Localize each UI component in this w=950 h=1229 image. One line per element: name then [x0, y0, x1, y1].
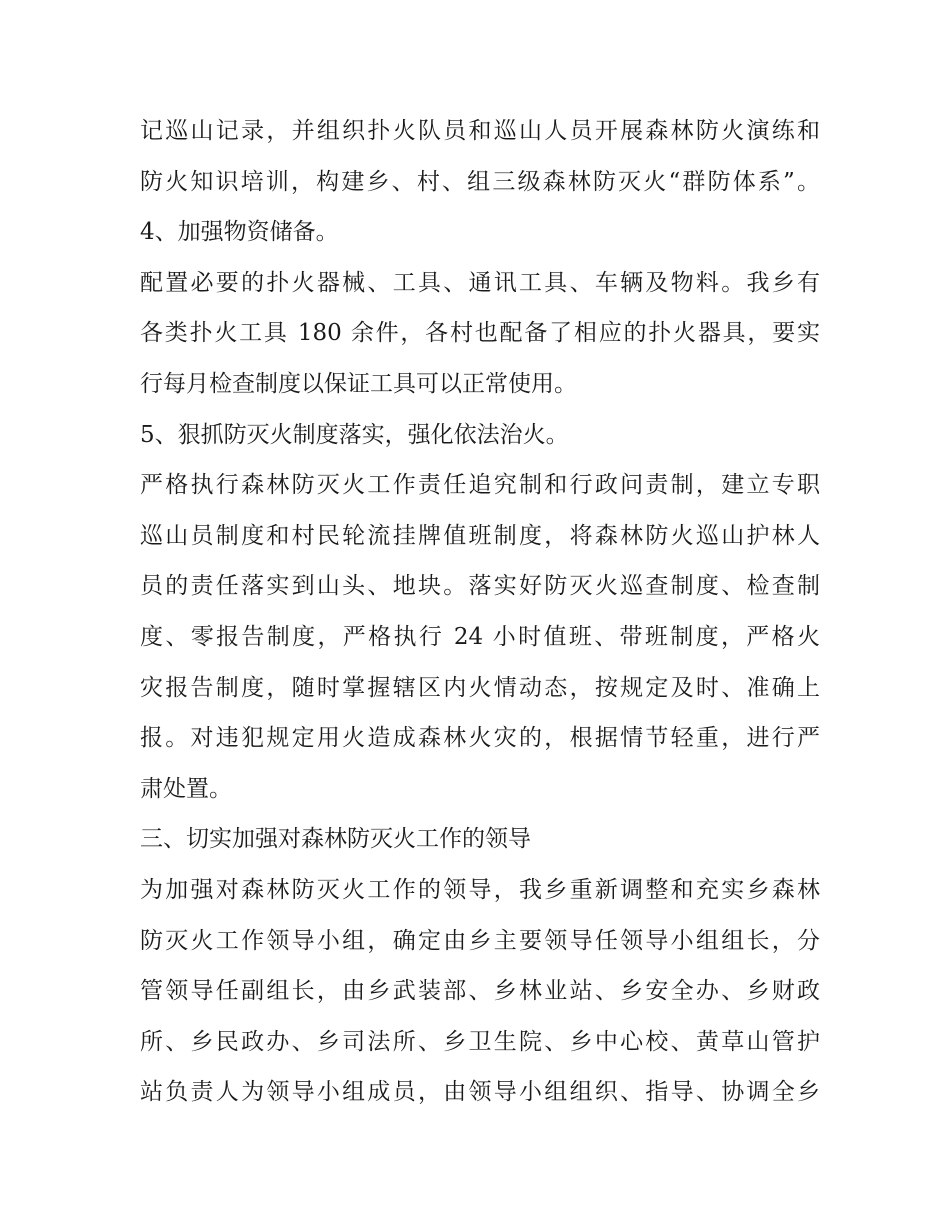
text-line-19: 所、乡民政办、乡司法所、乡卫生院、乡中心校、黄草山管护 [140, 1028, 820, 1055]
text-line-17: 防灭火工作领导小组，确定由乡主要领导任领导小组组长，分 [140, 927, 820, 954]
text-line-1: 记巡山记录，并组织扑火队员和巡山人员开展森林防火演练和 [140, 118, 820, 144]
text-line-9: 巡山员制度和村民轮流挂牌值班制度，将森林防火巡山护林人 [140, 522, 820, 549]
text-line-20: 站负责人为领导小组成员，由领导小组组织、指导、协调全乡 [140, 1079, 820, 1106]
text-line-11: 度、零报告制度，严格执行 24 小时值班、带班制度，严格火 [140, 623, 820, 650]
text-line-16: 为加强对森林防灭火工作的领导，我乡重新调整和充实乡森林 [140, 876, 820, 903]
section-heading-5: 5、狠抓防灭火制度落实，强化依法治火。 [140, 421, 569, 448]
text-line-5: 各类扑火工具 180 余件，各村也配备了相应的扑火器具，要实 [140, 320, 820, 347]
text-line-14: 肃处置。 [140, 775, 232, 802]
text-line-4: 配置必要的扑火器械、工具、通讯工具、车辆及物料。我乡有 [140, 269, 820, 296]
text-line-8: 严格执行森林防灭火工作责任追究制和行政问责制，建立专职 [140, 472, 820, 499]
text-line-10: 员的责任落实到山头、地块。落实好防灭火巡查制度、检查制 [140, 573, 820, 600]
text-line-13: 报。对违犯规定用火造成森林火灾的，根据情节轻重，进行严 [140, 725, 820, 752]
text-line-2: 防火知识培训，构建乡、村、组三级森林防灭火“群防体系”。 [140, 168, 820, 195]
document-body [140, 106, 820, 1118]
text-line-12: 灾报告制度，随时掌握辖区内火情动态，按规定及时、准确上 [140, 674, 820, 701]
text-line-18: 管领导任副组长，由乡武装部、乡林业站、乡安全办、乡财政 [140, 978, 820, 1005]
section-heading-three: 三、切实加强对森林防灭火工作的领导 [140, 826, 531, 853]
text-line-6: 行每月检查制度以保证工具可以正常使用。 [140, 370, 577, 397]
section-heading-4: 4、加强物资储备。 [140, 219, 339, 246]
